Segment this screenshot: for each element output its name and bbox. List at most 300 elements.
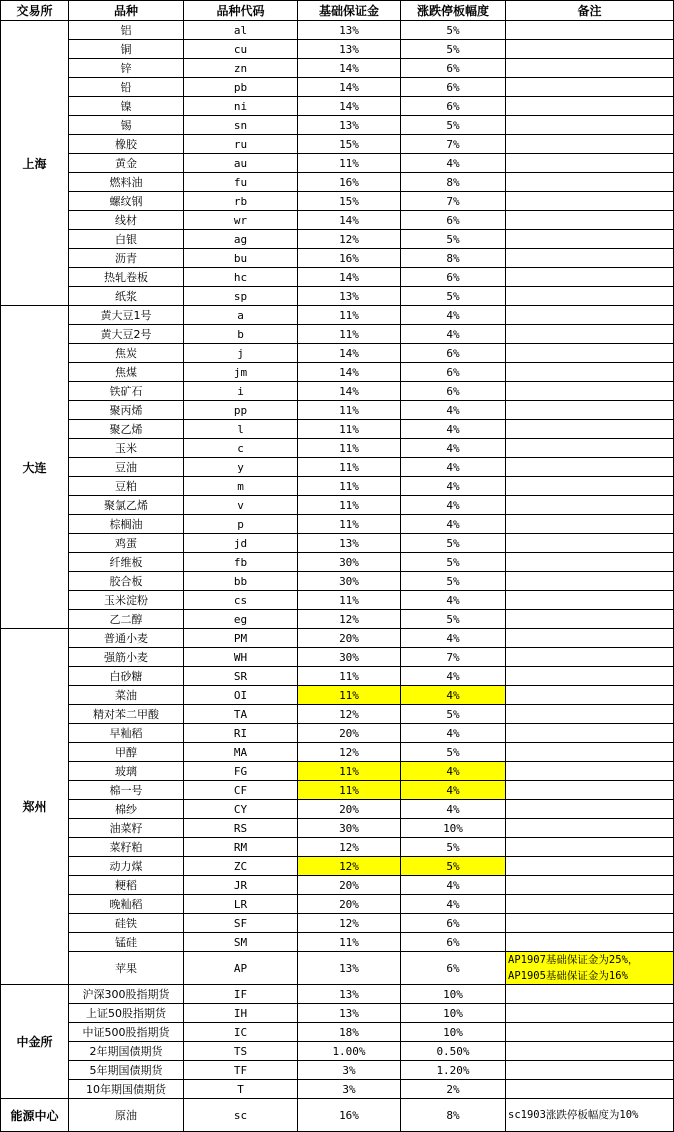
product-code-cell: bb <box>184 572 298 591</box>
limit-cell: 6% <box>401 59 506 78</box>
note-cell <box>506 876 674 895</box>
margin-cell: 14% <box>298 382 401 401</box>
note-cell <box>506 515 674 534</box>
limit-cell: 6% <box>401 97 506 116</box>
note-cell <box>506 135 674 154</box>
table-row <box>1 534 674 553</box>
note-cell <box>506 1023 674 1042</box>
limit-cell: 7% <box>401 192 506 211</box>
header-product: 品种 <box>69 1 184 21</box>
note-cell <box>506 895 674 914</box>
margin-cell: 12% <box>298 610 401 629</box>
margin-cell: 11% <box>298 154 401 173</box>
note-cell <box>506 743 674 762</box>
product-name-cell: 聚丙烯 <box>69 401 184 420</box>
table-row <box>1 800 674 819</box>
limit-cell: 4% <box>401 724 506 743</box>
limit-cell: 5% <box>401 572 506 591</box>
product-name-cell: 棉纱 <box>69 800 184 819</box>
product-name-cell: 10年期国债期货 <box>69 1080 184 1099</box>
product-name-cell: 聚氯乙烯 <box>69 496 184 515</box>
table-row <box>1 553 674 572</box>
note-cell <box>506 553 674 572</box>
limit-cell: 7% <box>401 135 506 154</box>
table-row <box>1 610 674 629</box>
limit-cell: 5% <box>401 838 506 857</box>
product-name-cell: 菜籽粕 <box>69 838 184 857</box>
note-cell <box>506 40 674 59</box>
margin-cell: 13% <box>298 534 401 553</box>
product-code-cell: cu <box>184 40 298 59</box>
table-row <box>1 933 674 952</box>
limit-cell: 2% <box>401 1080 506 1099</box>
margin-cell: 3% <box>298 1061 401 1080</box>
table-row <box>1 439 674 458</box>
table-row <box>1 914 674 933</box>
note-cell <box>506 781 674 800</box>
product-code-cell: rb <box>184 192 298 211</box>
limit-cell: 4% <box>401 477 506 496</box>
margin-cell: 14% <box>298 211 401 230</box>
table-row <box>1 287 674 306</box>
product-code-cell: FG <box>184 762 298 781</box>
product-name-cell: 锡 <box>69 116 184 135</box>
note-cell <box>506 800 674 819</box>
product-code-cell: CF <box>184 781 298 800</box>
note-cell <box>506 572 674 591</box>
product-name-cell: 燃料油 <box>69 173 184 192</box>
table-row <box>1 496 674 515</box>
table-row <box>1 363 674 382</box>
table-row <box>1 629 674 648</box>
table-row <box>1 838 674 857</box>
table-row <box>1 686 674 705</box>
note-cell <box>506 249 674 268</box>
limit-cell: 4% <box>401 325 506 344</box>
margin-cell: 13% <box>298 287 401 306</box>
table-row <box>1 1061 674 1080</box>
margin-cell: 30% <box>298 648 401 667</box>
product-name-cell: 热轧卷板 <box>69 268 184 287</box>
table-row <box>1 268 674 287</box>
table-row <box>1 667 674 686</box>
product-name-cell: 晚籼稻 <box>69 895 184 914</box>
product-code-cell: CY <box>184 800 298 819</box>
margin-cell: 11% <box>298 458 401 477</box>
limit-cell: 5% <box>401 40 506 59</box>
note-cell <box>506 1080 674 1099</box>
table-row <box>1 382 674 401</box>
margin-cell: 16% <box>298 249 401 268</box>
margin-cell: 14% <box>298 78 401 97</box>
product-name-cell: 2年期国债期货 <box>69 1042 184 1061</box>
product-name-cell: 橡胶 <box>69 135 184 154</box>
product-code-cell: bu <box>184 249 298 268</box>
limit-cell: 4% <box>401 420 506 439</box>
limit-cell: 4% <box>401 876 506 895</box>
header-limit: 涨跌停板幅度 <box>401 1 506 21</box>
exchange-cell: 上海 <box>1 21 69 306</box>
margin-cell: 11% <box>298 496 401 515</box>
margin-cell: 30% <box>298 553 401 572</box>
limit-cell: 4% <box>401 401 506 420</box>
product-name-cell: 铅 <box>69 78 184 97</box>
note-cell <box>506 287 674 306</box>
product-name-cell: 动力煤 <box>69 857 184 876</box>
table-row <box>1 192 674 211</box>
note-cell <box>506 1061 674 1080</box>
limit-cell: 6% <box>401 344 506 363</box>
table-row <box>1 173 674 192</box>
product-code-cell: jm <box>184 363 298 382</box>
product-name-cell: 焦炭 <box>69 344 184 363</box>
margin-cell: 11% <box>298 933 401 952</box>
exchange-cell: 大连 <box>1 306 69 629</box>
margin-cell: 18% <box>298 1023 401 1042</box>
exchange-cell: 郑州 <box>1 629 69 985</box>
product-code-cell: AP <box>184 952 298 985</box>
product-code-cell: jd <box>184 534 298 553</box>
limit-cell: 6% <box>401 952 506 985</box>
limit-cell: 5% <box>401 534 506 553</box>
product-name-cell: 纤维板 <box>69 553 184 572</box>
margin-cell: 13% <box>298 116 401 135</box>
limit-cell: 7% <box>401 648 506 667</box>
margin-cell: 11% <box>298 762 401 781</box>
table-row <box>1 762 674 781</box>
table-row <box>1 743 674 762</box>
limit-cell: 4% <box>401 439 506 458</box>
product-name-cell: 苹果 <box>69 952 184 985</box>
product-name-cell: 粳稻 <box>69 876 184 895</box>
product-name-cell: 强筋小麦 <box>69 648 184 667</box>
product-code-cell: a <box>184 306 298 325</box>
note-cell <box>506 762 674 781</box>
product-name-cell: 乙二醇 <box>69 610 184 629</box>
limit-cell: 4% <box>401 686 506 705</box>
note-cell <box>506 1042 674 1061</box>
product-code-cell: RI <box>184 724 298 743</box>
product-name-cell: 胶合板 <box>69 572 184 591</box>
margin-cell: 15% <box>298 192 401 211</box>
table-row <box>1 458 674 477</box>
note-cell <box>506 724 674 743</box>
limit-cell: 10% <box>401 985 506 1004</box>
product-code-cell: fu <box>184 173 298 192</box>
margin-cell: 1.00% <box>298 1042 401 1061</box>
table-row <box>1 1099 674 1132</box>
product-code-cell: ru <box>184 135 298 154</box>
product-code-cell: TS <box>184 1042 298 1061</box>
table-row <box>1 1080 674 1099</box>
margin-cell: 11% <box>298 686 401 705</box>
note-cell <box>506 344 674 363</box>
margin-cell: 11% <box>298 667 401 686</box>
margin-cell: 20% <box>298 629 401 648</box>
note-cell <box>506 933 674 952</box>
product-name-cell: 鸡蛋 <box>69 534 184 553</box>
table-row <box>1 40 674 59</box>
limit-cell: 4% <box>401 591 506 610</box>
note-cell <box>506 610 674 629</box>
product-code-cell: RS <box>184 819 298 838</box>
product-code-cell: fb <box>184 553 298 572</box>
margin-cell: 14% <box>298 268 401 287</box>
product-name-cell: 玻璃 <box>69 762 184 781</box>
note-cell <box>506 1004 674 1023</box>
product-name-cell: 黄金 <box>69 154 184 173</box>
product-name-cell: 焦煤 <box>69 363 184 382</box>
product-code-cell: j <box>184 344 298 363</box>
product-name-cell: 上证50股指期货 <box>69 1004 184 1023</box>
limit-cell: 4% <box>401 515 506 534</box>
limit-cell: 8% <box>401 249 506 268</box>
product-code-cell: JR <box>184 876 298 895</box>
limit-cell: 6% <box>401 933 506 952</box>
limit-cell: 4% <box>401 154 506 173</box>
product-code-cell: SF <box>184 914 298 933</box>
table-row <box>1 572 674 591</box>
product-code-cell: eg <box>184 610 298 629</box>
product-code-cell: TA <box>184 705 298 724</box>
table-row <box>1 154 674 173</box>
product-name-cell: 油菜籽 <box>69 819 184 838</box>
margin-cell: 11% <box>298 591 401 610</box>
product-code-cell: v <box>184 496 298 515</box>
limit-cell: 4% <box>401 629 506 648</box>
product-name-cell: 纸浆 <box>69 287 184 306</box>
table-row <box>1 211 674 230</box>
product-name-cell: 玉米 <box>69 439 184 458</box>
limit-cell: 5% <box>401 116 506 135</box>
product-name-cell: 铜 <box>69 40 184 59</box>
note-cell <box>506 268 674 287</box>
product-name-cell: 铁矿石 <box>69 382 184 401</box>
product-name-cell: 甲醇 <box>69 743 184 762</box>
limit-cell: 4% <box>401 496 506 515</box>
table-row <box>1 724 674 743</box>
margin-cell: 20% <box>298 895 401 914</box>
note-cell <box>506 857 674 876</box>
table-row <box>1 135 674 154</box>
limit-cell: 6% <box>401 268 506 287</box>
table-body <box>1 21 674 1132</box>
product-name-cell: 棕榈油 <box>69 515 184 534</box>
limit-cell: 6% <box>401 211 506 230</box>
header-note: 备注 <box>506 1 674 21</box>
table-row <box>1 344 674 363</box>
limit-cell: 6% <box>401 78 506 97</box>
table-row <box>1 477 674 496</box>
product-name-cell: 原油 <box>69 1099 184 1132</box>
table-row <box>1 21 674 40</box>
table-row <box>1 230 674 249</box>
margin-cell: 11% <box>298 515 401 534</box>
margin-cell: 11% <box>298 325 401 344</box>
note-cell <box>506 59 674 78</box>
exchange-cell: 中金所 <box>1 985 69 1099</box>
limit-cell: 5% <box>401 705 506 724</box>
note-cell <box>506 325 674 344</box>
note-cell <box>506 116 674 135</box>
margin-cell: 11% <box>298 420 401 439</box>
note-cell: AP1907基础保证金为25%，AP1905基础保证金为16% <box>506 952 674 985</box>
table-row <box>1 952 674 985</box>
note-cell <box>506 458 674 477</box>
limit-cell: 5% <box>401 287 506 306</box>
product-code-cell: ZC <box>184 857 298 876</box>
product-code-cell: OI <box>184 686 298 705</box>
product-code-cell: T <box>184 1080 298 1099</box>
margin-cell: 16% <box>298 1099 401 1132</box>
limit-cell: 6% <box>401 363 506 382</box>
product-code-cell: pp <box>184 401 298 420</box>
product-code-cell: y <box>184 458 298 477</box>
product-name-cell: 精对苯二甲酸 <box>69 705 184 724</box>
limit-cell: 4% <box>401 781 506 800</box>
note-cell <box>506 382 674 401</box>
product-name-cell: 豆油 <box>69 458 184 477</box>
product-name-cell: 5年期国债期货 <box>69 1061 184 1080</box>
table-row <box>1 591 674 610</box>
limit-cell: 5% <box>401 610 506 629</box>
note-cell <box>506 838 674 857</box>
table-row <box>1 1004 674 1023</box>
product-name-cell: 锰硅 <box>69 933 184 952</box>
margin-cell: 11% <box>298 781 401 800</box>
limit-cell: 5% <box>401 553 506 572</box>
note-cell: sc1903涨跌停板幅度为10% <box>506 1099 674 1132</box>
margin-cell: 20% <box>298 800 401 819</box>
product-code-cell: PM <box>184 629 298 648</box>
limit-cell: 8% <box>401 173 506 192</box>
limit-cell: 10% <box>401 1023 506 1042</box>
product-code-cell: al <box>184 21 298 40</box>
table-row <box>1 876 674 895</box>
product-name-cell: 早籼稻 <box>69 724 184 743</box>
table-row <box>1 325 674 344</box>
product-name-cell: 聚乙烯 <box>69 420 184 439</box>
product-code-cell: c <box>184 439 298 458</box>
margin-cell: 30% <box>298 572 401 591</box>
limit-cell: 5% <box>401 743 506 762</box>
limit-cell: 10% <box>401 1004 506 1023</box>
note-cell <box>506 401 674 420</box>
product-code-cell: MA <box>184 743 298 762</box>
product-name-cell: 螺纹钢 <box>69 192 184 211</box>
limit-cell: 5% <box>401 857 506 876</box>
margin-cell: 11% <box>298 477 401 496</box>
table-row <box>1 249 674 268</box>
product-name-cell: 黄大豆2号 <box>69 325 184 344</box>
product-code-cell: l <box>184 420 298 439</box>
limit-cell: 6% <box>401 382 506 401</box>
limit-cell: 10% <box>401 819 506 838</box>
product-code-cell: TF <box>184 1061 298 1080</box>
table-row <box>1 116 674 135</box>
note-cell <box>506 230 674 249</box>
product-code-cell: m <box>184 477 298 496</box>
product-code-cell: ag <box>184 230 298 249</box>
product-code-cell: sp <box>184 287 298 306</box>
note-cell <box>506 420 674 439</box>
note-cell <box>506 686 674 705</box>
table-row <box>1 1042 674 1061</box>
product-code-cell: sn <box>184 116 298 135</box>
margin-cell: 12% <box>298 914 401 933</box>
note-cell <box>506 648 674 667</box>
margin-cell: 3% <box>298 1080 401 1099</box>
product-code-cell: b <box>184 325 298 344</box>
product-name-cell: 棉一号 <box>69 781 184 800</box>
product-code-cell: RM <box>184 838 298 857</box>
product-code-cell: ni <box>184 97 298 116</box>
limit-cell: 1.20% <box>401 1061 506 1080</box>
margin-cell: 11% <box>298 306 401 325</box>
product-name-cell: 白砂糖 <box>69 667 184 686</box>
table-row <box>1 515 674 534</box>
product-name-cell: 沥青 <box>69 249 184 268</box>
table-row <box>1 1023 674 1042</box>
product-name-cell: 铝 <box>69 21 184 40</box>
product-name-cell: 中证500股指期货 <box>69 1023 184 1042</box>
limit-cell: 4% <box>401 306 506 325</box>
product-name-cell: 锌 <box>69 59 184 78</box>
margin-cell: 13% <box>298 985 401 1004</box>
table-row <box>1 648 674 667</box>
table-row <box>1 819 674 838</box>
limit-cell: 5% <box>401 230 506 249</box>
note-cell <box>506 154 674 173</box>
table-row <box>1 306 674 325</box>
note-cell <box>506 97 674 116</box>
margin-cell: 11% <box>298 439 401 458</box>
note-cell <box>506 192 674 211</box>
limit-cell: 8% <box>401 1099 506 1132</box>
product-name-cell: 普通小麦 <box>69 629 184 648</box>
table-row <box>1 59 674 78</box>
product-name-cell: 硅铁 <box>69 914 184 933</box>
product-name-cell: 沪深300股指期货 <box>69 985 184 1004</box>
note-cell <box>506 306 674 325</box>
margin-cell: 12% <box>298 705 401 724</box>
product-code-cell: WH <box>184 648 298 667</box>
product-code-cell: IF <box>184 985 298 1004</box>
product-name-cell: 白银 <box>69 230 184 249</box>
table-row <box>1 857 674 876</box>
product-name-cell: 线材 <box>69 211 184 230</box>
limit-cell: 0.50% <box>401 1042 506 1061</box>
note-cell <box>506 705 674 724</box>
table-row <box>1 420 674 439</box>
header-margin: 基础保证金 <box>298 1 401 21</box>
limit-cell: 4% <box>401 895 506 914</box>
product-code-cell: cs <box>184 591 298 610</box>
margin-cell: 16% <box>298 173 401 192</box>
margin-cell: 14% <box>298 59 401 78</box>
margin-cell: 12% <box>298 230 401 249</box>
margin-cell: 14% <box>298 363 401 382</box>
note-cell <box>506 496 674 515</box>
header-row <box>1 1 674 21</box>
limit-cell: 4% <box>401 458 506 477</box>
product-code-cell: au <box>184 154 298 173</box>
note-cell <box>506 819 674 838</box>
product-code-cell: p <box>184 515 298 534</box>
margin-cell: 30% <box>298 819 401 838</box>
product-code-cell: IH <box>184 1004 298 1023</box>
product-name-cell: 镍 <box>69 97 184 116</box>
